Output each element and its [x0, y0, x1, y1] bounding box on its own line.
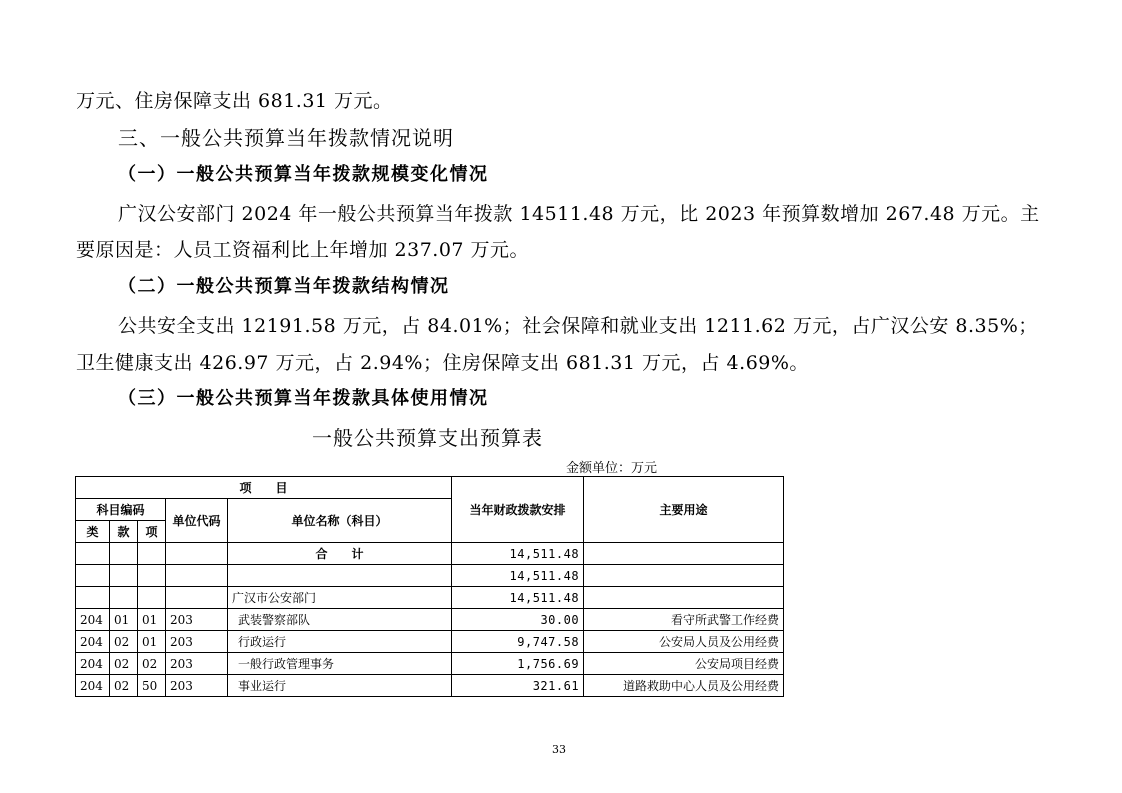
cell-name: 广汉市公安部门 [228, 587, 452, 609]
cell-lei [76, 543, 110, 565]
cell-lei: 204 [76, 675, 110, 697]
paragraph-structure-line2: 卫生健康支出 426.97 万元，占 2.94%；住房保障支出 681.31 万元，占 4.69%。 [76, 352, 809, 374]
cell-purpose: 公安局项目经费 [584, 653, 784, 675]
header-subject-code: 科目编码 [76, 499, 166, 521]
cell-purpose [584, 543, 784, 565]
cell-purpose [584, 565, 784, 587]
cell-xiang: 50 [138, 675, 166, 697]
budget-table [75, 476, 784, 697]
cell-purpose: 公安局人员及公用经费 [584, 631, 784, 653]
cell-name: 行政运行 [228, 631, 452, 653]
subheading-structure: （二）一般公共预算当年拨款结构情况 [118, 276, 450, 297]
cell-amount: 9,747.58 [452, 631, 584, 653]
page-number: 33 [552, 743, 566, 756]
cell-lei [76, 565, 110, 587]
cell-lei [76, 587, 110, 609]
cell-xiang: 01 [138, 609, 166, 631]
header-unit-code: 单位代码 [166, 499, 228, 543]
cell-amount: 14,511.48 [452, 587, 584, 609]
cell-amount: 1,756.69 [452, 653, 584, 675]
cell-kuan [110, 587, 138, 609]
header-purpose: 主要用途 [584, 477, 784, 543]
cell-kuan: 01 [110, 609, 138, 631]
table-row [76, 631, 784, 653]
cell-name: 合 计 [228, 543, 452, 565]
cell-xiang [138, 587, 166, 609]
cell-code: 203 [166, 653, 228, 675]
section-heading: 三、一般公共预算当年拨款情况说明 [118, 126, 454, 150]
header-lei: 类 [76, 521, 110, 543]
header-project: 项 目 [76, 477, 452, 499]
header-xiang: 项 [138, 521, 166, 543]
table-row [76, 587, 784, 609]
paragraph-scale-line2: 要原因是：人员工资福利比上年增加 237.07 万元。 [76, 239, 530, 261]
paragraph-scale-line1: 广汉公安部门 2024 年一般公共预算当年拨款 14511.48 万元，比 2023 年预算数增加 267.48 万元。主 [118, 203, 1040, 225]
subheading-usage: （三）一般公共预算当年拨款具体使用情况 [118, 388, 489, 409]
cell-purpose: 看守所武警工作经费 [584, 609, 784, 631]
cell-amount: 30.00 [452, 609, 584, 631]
table-unit: 金额单位：万元 [566, 461, 658, 476]
cell-xiang [138, 565, 166, 587]
header-amount: 当年财政拨款安排 [452, 477, 584, 543]
table-row [76, 609, 784, 631]
cell-code [166, 543, 228, 565]
cell-amount: 14,511.48 [452, 543, 584, 565]
table-row [76, 565, 784, 587]
cell-purpose: 道路救助中心人员及公用经费 [584, 675, 784, 697]
cell-name [228, 565, 452, 587]
cell-code [166, 587, 228, 609]
table-header-row [76, 477, 784, 499]
header-kuan: 款 [110, 521, 138, 543]
cell-kuan: 02 [110, 653, 138, 675]
paragraph-structure-line1: 公共安全支出 12191.58 万元，占 84.01%；社会保障和就业支出 1211.62 万元，占广汉公安 8.35%； [118, 315, 1038, 337]
cell-lei: 204 [76, 653, 110, 675]
table-row-total [76, 543, 784, 565]
cell-name: 武装警察部队 [228, 609, 452, 631]
table-row [76, 675, 784, 697]
cell-xiang [138, 543, 166, 565]
table-title: 一般公共预算支出预算表 [312, 426, 543, 450]
table-row [76, 653, 784, 675]
cell-amount: 321.61 [452, 675, 584, 697]
cell-code: 203 [166, 675, 228, 697]
cell-kuan [110, 543, 138, 565]
paragraph-continuation: 万元、住房保障支出 681.31 万元。 [76, 90, 393, 112]
cell-kuan: 02 [110, 675, 138, 697]
cell-name: 事业运行 [228, 675, 452, 697]
cell-code: 203 [166, 609, 228, 631]
cell-kuan [110, 565, 138, 587]
cell-xiang: 01 [138, 631, 166, 653]
header-unit-name: 单位名称（科目） [228, 499, 452, 543]
cell-code [166, 565, 228, 587]
cell-purpose [584, 587, 784, 609]
cell-lei: 204 [76, 609, 110, 631]
cell-code: 203 [166, 631, 228, 653]
cell-lei: 204 [76, 631, 110, 653]
cell-kuan: 02 [110, 631, 138, 653]
subheading-scale: （一）一般公共预算当年拨款规模变化情况 [118, 164, 489, 185]
cell-xiang: 02 [138, 653, 166, 675]
cell-amount: 14,511.48 [452, 565, 584, 587]
cell-name: 一般行政管理事务 [228, 653, 452, 675]
